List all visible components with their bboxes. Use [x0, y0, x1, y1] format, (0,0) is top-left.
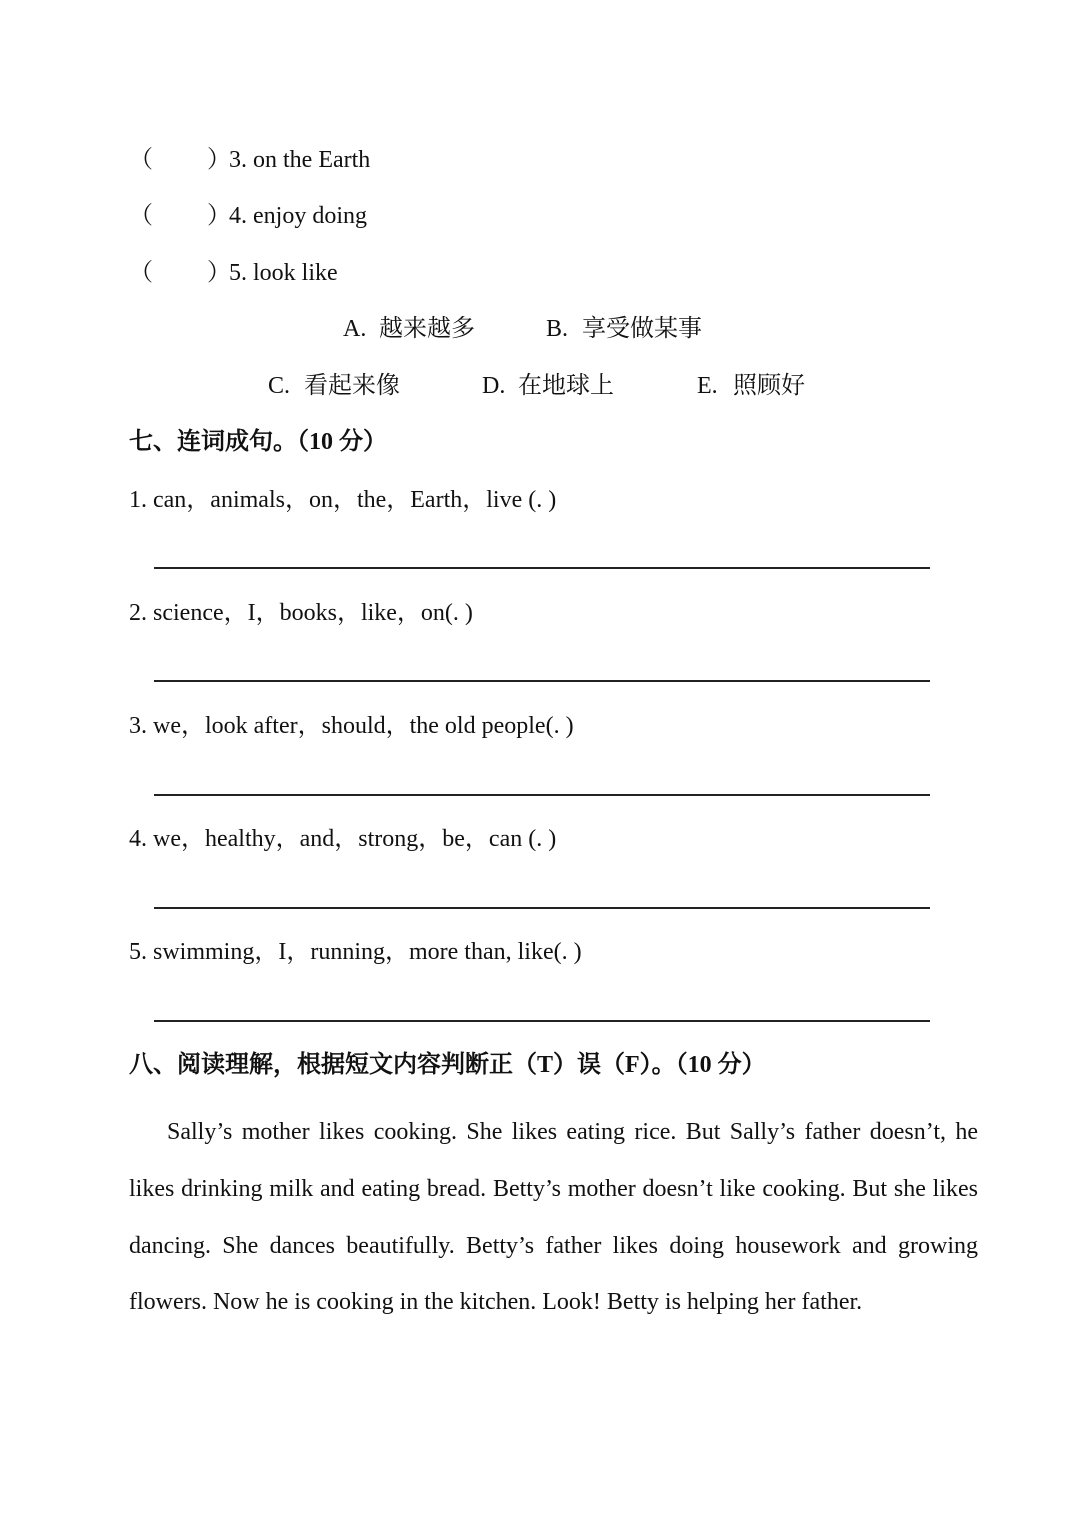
question-2: 2. science，I，books，like，on(. ) [129, 600, 473, 626]
answer-line-3[interactable] [154, 794, 930, 796]
answer-paren-close: ） [207, 260, 231, 286]
answer-paren-open: （ [129, 203, 153, 229]
matching-item-text: 4. enjoy doing [229, 203, 367, 229]
answer-paren-open: （ [129, 147, 153, 173]
answer-line-5[interactable] [154, 1020, 930, 1022]
section-7-heading: 七、连词成句。（10 分） [129, 429, 387, 455]
option-c [268, 370, 400, 402]
option-letter: B. [546, 316, 569, 342]
option-letter: C. [268, 373, 291, 399]
option-b [546, 313, 702, 345]
option-a [343, 313, 475, 345]
option-letter: A. [343, 316, 367, 342]
reading-passage: Sally’s mother likes cooking. She likes eating rice. But Sally’s father doesn’t, he likes drinking milk and eating bread. Betty’s mother doesn’t like cooking. But she likes dancing. She dances beautifully. Betty’s father likes doing housework and growing flowers. Now he is cooking in the kitchen. Look! Betty is helping her father. [129, 1119, 978, 1316]
option-letter: E. [697, 373, 718, 399]
option-text: 看起来像 [304, 373, 400, 399]
section-8-heading: 八、阅读理解，根据短文内容判断正（T）误（F）。（10 分） [129, 1052, 766, 1078]
option-text: 越来越多 [379, 316, 475, 342]
question-4: 4. we，healthy，and，strong，be，can (. ) [129, 826, 557, 852]
option-text: 照顾好 [733, 373, 805, 399]
answer-paren-close: ） [207, 203, 231, 229]
option-d [482, 370, 614, 402]
question-3: 3. we，look after，should，the old people(. ) [129, 713, 574, 739]
option-letter: D. [482, 373, 506, 399]
answer-paren-open: （ [129, 260, 153, 286]
option-e [697, 370, 805, 402]
option-text: 在地球上 [518, 373, 614, 399]
question-5: 5. swimming，I，running，more than, like(. ) [129, 939, 582, 965]
matching-item-text: 3. on the Earth [229, 147, 371, 173]
answer-line-4[interactable] [154, 907, 930, 909]
answer-paren-close: ） [207, 147, 231, 173]
matching-item-text: 5. look like [229, 260, 338, 286]
answer-line-2[interactable] [154, 680, 930, 682]
question-1: 1. can，animals，on，the，Earth，live (. ) [129, 487, 557, 513]
answer-line-1[interactable] [154, 567, 930, 569]
option-text: 享受做某事 [582, 316, 702, 342]
